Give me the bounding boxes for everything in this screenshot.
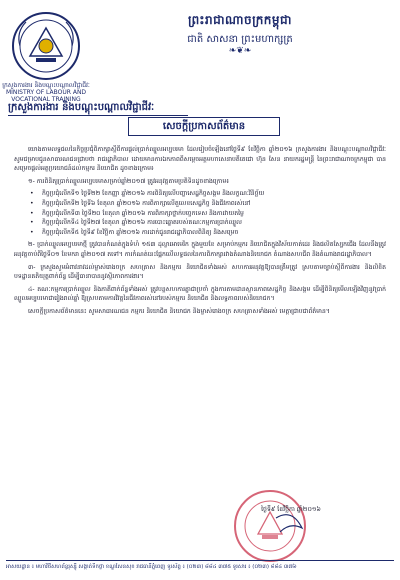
kingdom-heading: ព្រះរាជាណាចក្រកម្ពុជា: [188, 13, 292, 27]
footer-divider: [6, 560, 394, 561]
footer-address: អាសយដ្ឋាន ៖ មហាវិថីសហព័ន្ធរុស្ស៊ី សង្កាត់ទឹកថ្លា ខណ្ឌសែនសុខ រាជធានីភ្នំពេញ ទូរស័ព្ទ ៖ (០២៣) ៨៨៤ ៣៧៥ ទូរសារ ៖ (០២៣) ៨៨៤ ៣៧៦: [6, 564, 297, 570]
header-ornament: ❧❦❧: [228, 46, 252, 56]
schedule-list: [14, 189, 386, 237]
schedule-item: • កិច្ចប្រជុំលើកទី២ ថ្ងៃទី៦ ខែតុលា ឆ្នាំ២០១៦ ការពិភាក្សាលើតួលេខសេដ្ឋកិច្ច និងជីវភាពរស់នៅ: [14, 199, 386, 209]
paragraph-2: ២- ប្រាក់ឈ្នួលអប្បបរមាថ្មី ត្រូវបានកំណត់ក្នុងទំហំ ១៥៣ ដុល្លារអាមេរិក ក្នុងមួយខែ សម្រាប់កម្មករ និយោជិតក្នុងវិស័យកាត់ដេរ និងផលិតស្បែកជើង ដែលនឹងត្រូវអនុវត្តចាប់ពីថ្ងៃទី០១ ខែមករា ឆ្នាំ២០១៧ តទៅ។ ការកំណត់នេះផ្អែកលើលទ្ធផលនៃការពិភាក្សារវាងតំណាងនិយោជក តំណាងសហជីព និងតំណាងរាជរដ្ឋាភិបាល។: [14, 241, 386, 258]
paragraph-1: ១- ការពិនិត្យប្រាក់ឈ្នួលអប្បបរមាសម្រាប់ឆ្នាំ២០១៧ ត្រូវអនុវត្តតាមប្រតិទិនដូចខាងក្រោម៖: [28, 177, 229, 185]
ministry-name: ក្រសួងការងារ និងបណ្តុះបណ្តាលវិជ្ជាជីវៈ: [8, 102, 155, 113]
signing-date: ថ្ងៃទី៩ ខែវិច្ឆិកា ឆ្នាំ២០១៦: [261, 506, 321, 513]
emblem-caption-english: MINISTRY OF LABOUR AND VOCATIONAL TRAINING: [5, 89, 87, 103]
schedule-item: • កិច្ចប្រជុំលើកទី៥ ថ្ងៃទី៩ ខែវិច្ឆិកា ឆ្នាំ២០១៦ ការដាក់ជូនរាជរដ្ឋាភិបាលពិនិត្យ និងសម្រេច: [14, 228, 386, 238]
schedule-item: • កិច្ចប្រជុំលើកទី៤ ថ្ងៃទី២៧ ខែតុលា ឆ្នាំ២០១៦ ការបោះឆ្នោតរបស់គណៈកម្មការប្រាក់ឈ្នួល: [14, 218, 386, 228]
official-seal-icon: [232, 488, 308, 564]
ministry-underline: [8, 115, 188, 116]
national-motto: ជាតិ សាសនា ព្រះមហាក្សត្រ: [187, 34, 293, 45]
document-body: [14, 145, 386, 320]
ministry-emblem-icon: [8, 10, 84, 82]
emblem-caption-khmer: ក្រសួងការងារ និងបណ្តុះបណ្តាលវិជ្ជាជីវៈ: [2, 82, 90, 89]
closing-paragraph: សេចក្តីប្រកាសព័ត៌មាននេះ សូមសាធារណជន កម្មករ និយោជិត និយោជក និងម្ចាស់រោងចក្រ សហគ្រាសទាំងអស់ មេត្តាជ្រាបជាព័ត៌មាន។: [28, 307, 330, 315]
schedule-item: • កិច្ចប្រជុំលើកទី៣ ថ្ងៃទី២០ ខែតុលា ឆ្នាំ២០១៦ ការពិភាក្សាថ្នាក់បច្ចេកទេស និងការវាយតម្លៃ: [14, 209, 386, 219]
paragraph-4: ៤- គណៈកម្មការប្រាក់ឈ្នួល និងភាគីពាក់ព័ន្ធទាំងអស់ ត្រូវបន្តសហការគ្នាជាប្រចាំ ក្នុងការតាមដានស្ថានភាពសេដ្ឋកិច្ច និងសង្គម ដើម្បីពិនិត្យមើលឡើងវិញនូវប្រាក់ឈ្នួលអប្បបរមាជារៀងរាល់ឆ្នាំ ឱ្យស្របតាមការវិវត្តនៃជីវភាពរស់នៅរបស់កម្មករ និយោជិត និងលទ្ធភាពរបស់និយោជក។: [14, 285, 386, 303]
intro-paragraph: យោងតាមលទ្ធផលនៃកិច្ចប្រជុំពិភាក្សាស្តីពីការផ្តល់ប្រាក់ឈ្នួលអប្បបរមា ដែលរៀបចំឡើងនៅថ្ងៃទី៩ ខែវិច្ឆិកា ឆ្នាំ២០១៦ ក្រសួងការងារ និងបណ្តុះបណ្តាលវិជ្ជាជីវៈ សូមជម្រាបជូនសាធារណជនជ្រាបថា រាជរដ្ឋាភិបាល ដោយមានការឯកភាពពីសម្តេចអគ្គមហាសេនាបតីតេជោ ហ៊ុន សែន នាយករដ្ឋមន្ត្រី នៃព្រះរាជាណាចក្រកម្ពុជា បានសម្រេចផ្តល់អត្ថប្រយោជន៍ដល់កម្មករ និយោជិត ដូចខាងក្រោម៖: [14, 146, 386, 173]
document-title: សេចក្តីប្រកាសព័ត៌មាន: [128, 117, 280, 136]
paragraph-3: ៣- ក្រសួងសូមអំពាវនាវដល់ម្ចាស់រោងចក្រ សហគ្រាស និងកម្មករ និយោជិតទាំងអស់ សហការអនុវត្តឱ្យបានត្រឹមត្រូវ ស្របតាមច្បាប់ស្តីពីការងារ និងលិខិតបទដ្ឋានគតិយុត្តពាក់ព័ន្ធ ដើម្បីធានាបាននូវស្ថិរភាពការងារ។: [14, 263, 386, 281]
schedule-item: • កិច្ចប្រជុំលើកទី១ ថ្ងៃទី២២ ខែកញ្ញា ឆ្នាំ២០១៦ ការពិនិត្យលើបញ្ហាសេដ្ឋកិច្ចសង្គម និងលក្ខណៈវិនិច្ឆ័យ: [14, 189, 386, 199]
